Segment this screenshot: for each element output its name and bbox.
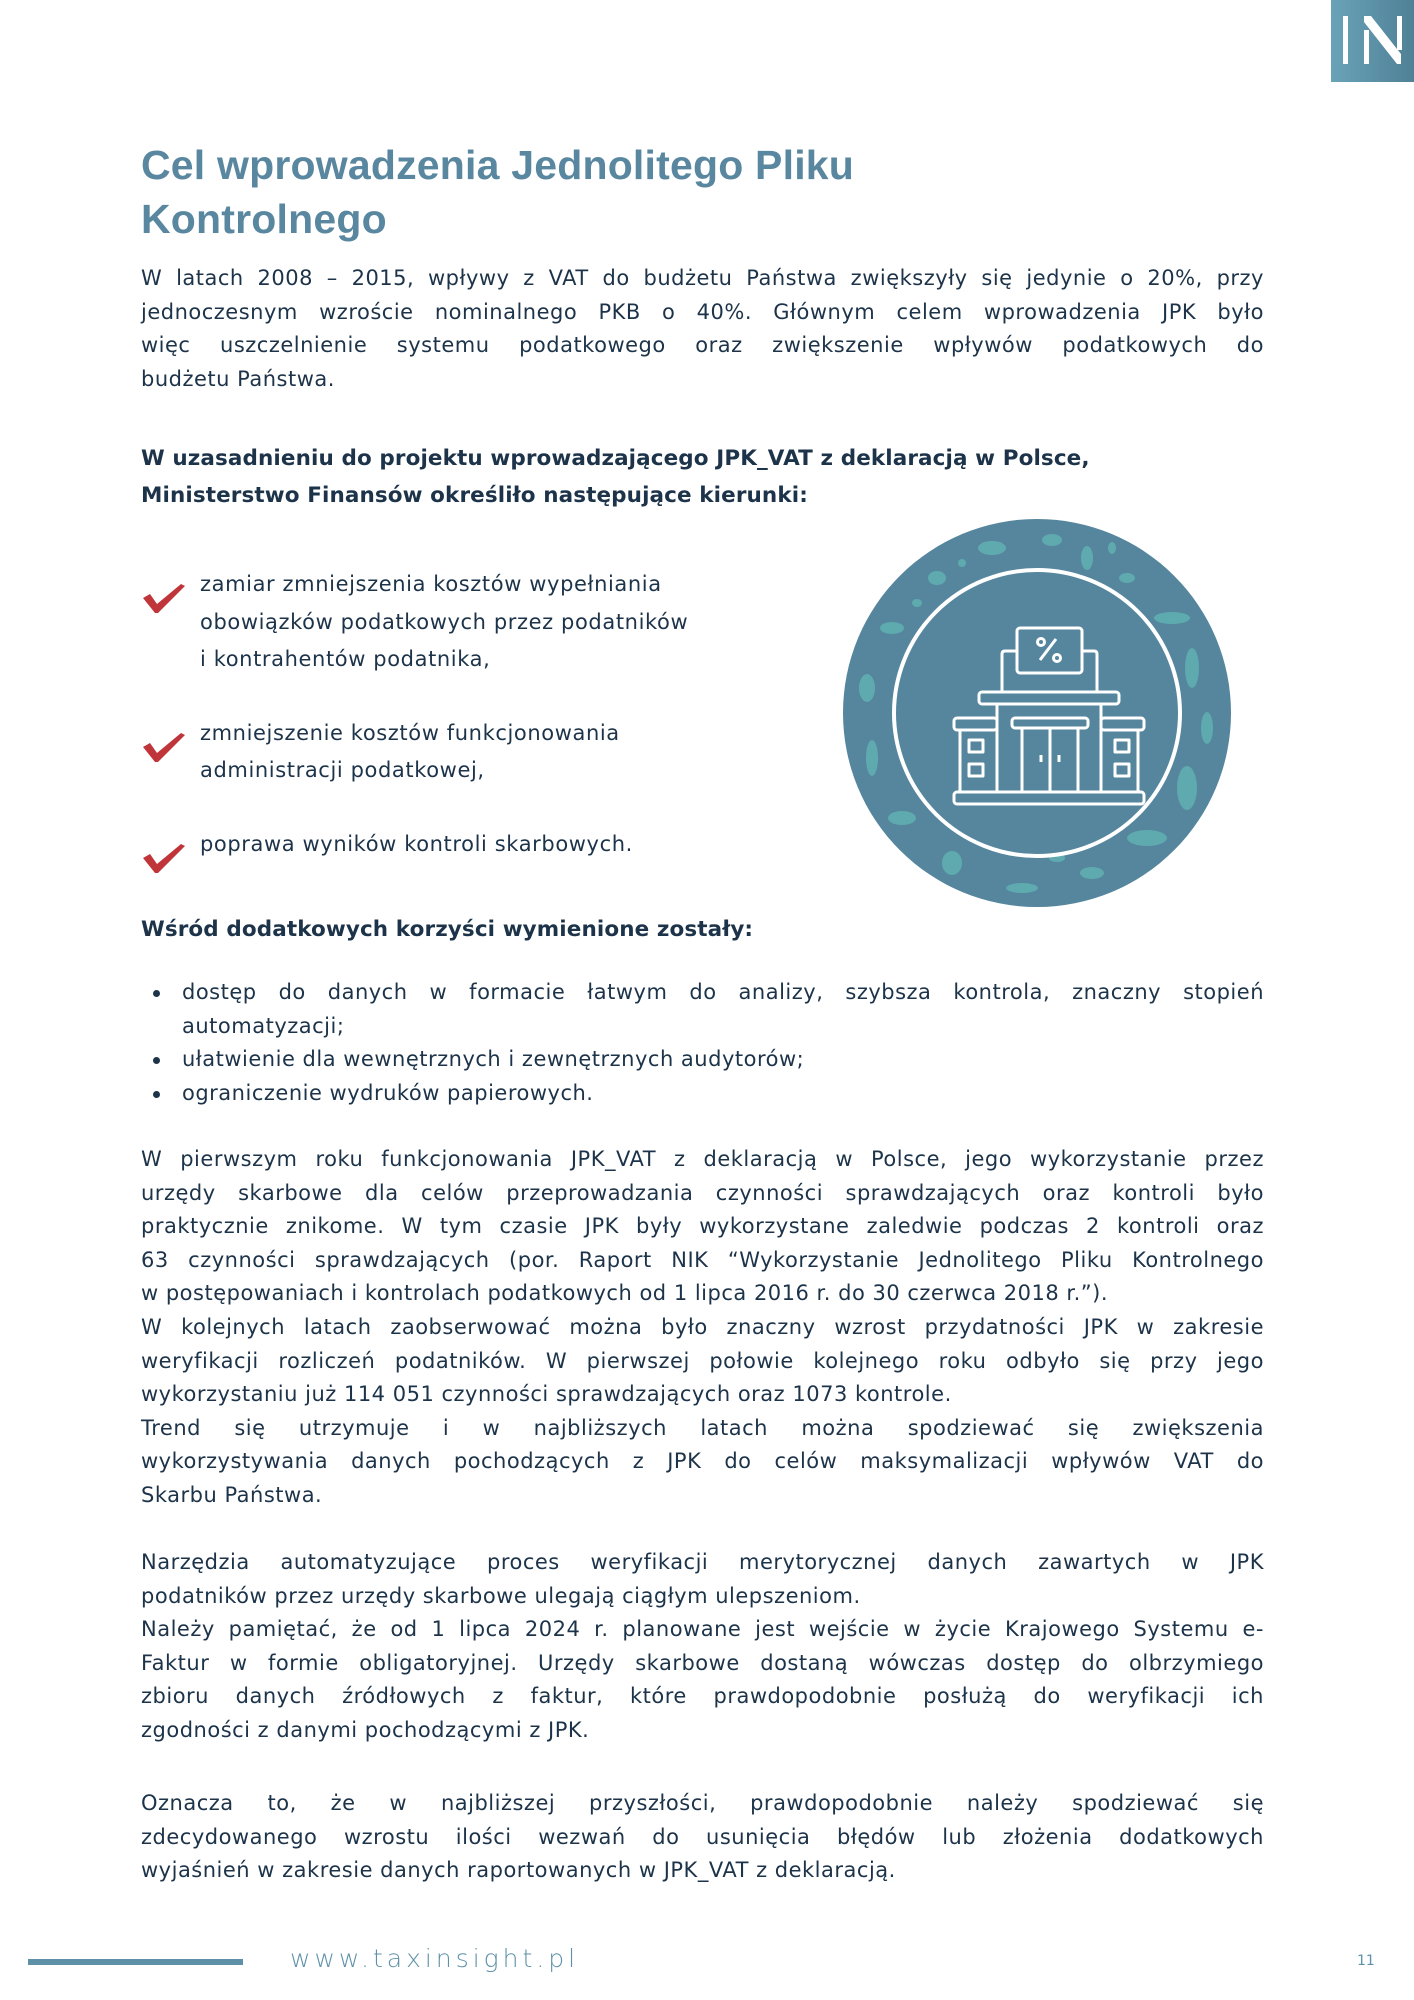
benefit-line: dostęp do danych w formacie łatwym do analizy, szybsza kontrola, znaczny stopień — [182, 980, 1264, 1004]
tax-office-emblem — [842, 518, 1232, 908]
usage-line: weryfikacji rozliczeń podatników. W pierwszej połowie kolejnego roku odbyło się przy jego — [141, 1348, 1264, 1373]
usage-line: urzędy skarbowe dla celów przeprowadzania czynności sprawdzających oraz kontroli było — [141, 1180, 1264, 1205]
checkmark-icon — [141, 729, 185, 765]
usage-line: wykorzystywania danych pochodzących z JPK do celów maksymalizacji wpływów VAT do — [141, 1449, 1264, 1474]
checklist-item-line: zmniejszenie kosztów funkcjonowania — [200, 720, 620, 745]
conclusion-line: zdecydowanego wzrostu ilości wezwań do usunięcia błędów lub złożenia dodatkowych — [141, 1824, 1264, 1849]
usage-line: W pierwszym roku funkcjonowania JPK_VAT z deklaracją w Polsce, jego wykorzystanie przez — [141, 1147, 1264, 1171]
brand-logo — [1331, 0, 1414, 82]
conclusion-line: Oznacza to, że w najbliższej przyszłości, prawdopodobnie należy spodziewać się — [141, 1791, 1264, 1815]
checkmark-icon — [141, 840, 185, 876]
benefits-list-item — [141, 976, 1264, 1043]
checklist-item — [141, 566, 781, 679]
tools-line: Narzędzia automatyzujące proces weryfikacji merytorycznej danych zawartych w JPK — [141, 1550, 1264, 1574]
directions-checklist — [141, 566, 781, 863]
checkmark-icon — [141, 580, 185, 616]
checklist-item — [141, 715, 781, 790]
emblem-inner-ring — [894, 570, 1180, 856]
tools-paragraph — [141, 1546, 1264, 1748]
benefits-list — [141, 976, 1264, 1110]
usage-line: W kolejnych latach zaobserwować można było znaczny wzrost przydatności JPK w zakresie — [141, 1314, 1264, 1339]
tools-line: zbioru danych źródłowych z faktur, które prawdopodobnie posłużą do weryfikacji ich — [141, 1684, 1264, 1709]
checklist-item-line: poprawa wyników kontroli skarbowych. — [200, 831, 633, 856]
checklist-item-line: obowiązków podatkowych przez podatników — [200, 609, 689, 634]
tools-line: Faktur w formie obligatoryjnej. Urzędy skarbowe dostaną wówczas dostęp do olbrzymiego — [141, 1650, 1264, 1675]
benefits-heading: Wśród dodatkowych korzyści wymienione zostały: — [141, 917, 754, 942]
bullet-icon — [153, 1091, 160, 1098]
intro-line: W latach 2008 – 2015, wpływy z VAT do budżetu Państwa zwiększyły się jedynie o 20%, przy — [141, 266, 1264, 290]
benefit-line: ograniczenie wydruków papierowych. — [182, 1080, 594, 1105]
conclusion-line: wyjaśnień w zakresie danych raportowanych w JPK_VAT z deklaracją. — [141, 1858, 896, 1883]
footer-website-link[interactable]: www.taxinsight.pl — [290, 1944, 580, 1973]
intro-line: budżetu Państwa. — [141, 366, 335, 391]
usage-line: wykorzystaniu już 114 051 czynności sprawdzających oraz 1073 kontrole. — [141, 1382, 952, 1407]
usage-line: Trend się utrzymuje i w najbliższych latach można spodziewać się zwiększenia — [141, 1415, 1264, 1440]
usage-line: w postępowaniach i kontrolach podatkowych od 1 lipca 2016 r. do 30 czerwca 2018 r.”). — [141, 1281, 1109, 1306]
benefit-line: automatyzacji; — [182, 1013, 345, 1038]
usage-line: Skarbu Państwa. — [141, 1482, 323, 1507]
footer-divider — [28, 1959, 243, 1965]
bullet-icon — [153, 1057, 160, 1064]
directions-heading — [141, 440, 1090, 514]
checklist-item — [141, 826, 781, 864]
checklist-item-line: zamiar zmniejszenia kosztów wypełniania — [200, 572, 662, 596]
intro-line: więc uszczelnienie systemu podatkowego oraz zwiększenie wpływów podatkowych do — [141, 333, 1264, 358]
page-number: 11 — [1357, 1953, 1375, 1969]
conclusion-paragraph — [141, 1787, 1264, 1888]
tools-line: zgodności z danymi pochodzącymi z JPK. — [141, 1717, 590, 1742]
page-title — [141, 138, 1041, 246]
benefit-line: ułatwienie dla wewnętrznych i zewnętrznych audytorów; — [182, 1047, 805, 1072]
intro-line: jednoczesnym wzroście nominalnego PKB o 40%. Głównym celem wprowadzenia JPK było — [141, 299, 1264, 324]
usage-line: 63 czynności sprawdzających (por. Raport NIK “Wykorzystanie Jednolitego Pliku Kontrolnego — [141, 1247, 1264, 1272]
benefits-list-item — [141, 1043, 1264, 1077]
bullet-icon — [153, 990, 160, 997]
usage-paragraph — [141, 1143, 1264, 1513]
checklist-item-line: i kontrahentów podatnika, — [200, 647, 491, 671]
tools-line: podatników przez urzędy skarbowe ulegają ciągłym ulepszeniom. — [141, 1583, 861, 1608]
directions-heading-line: Ministerstwo Finansów określiło następujące kierunki: — [141, 483, 808, 508]
benefits-list-item — [141, 1077, 1264, 1111]
page-title-line-2: Kontrolnego — [141, 196, 387, 242]
checklist-item-line: administracji podatkowej, — [200, 758, 485, 782]
usage-line: praktycznie znikome. W tym czasie JPK były wykorzystane zaledwie podczas 2 kontroli oraz — [141, 1214, 1264, 1239]
directions-heading-line: W uzasadnieniu do projektu wprowadzającego JPK_VAT z deklaracją w Polsce, — [141, 446, 1090, 471]
intro-paragraph — [141, 262, 1264, 396]
tools-line: Należy pamiętać, że od 1 lipca 2024 r. planowane jest wejście w życie Krajowego Systemu e- — [141, 1617, 1264, 1642]
logo-monogram-icon — [1331, 0, 1414, 82]
page-title-line-1: Cel wprowadzenia Jednolitego Pliku — [141, 142, 855, 188]
